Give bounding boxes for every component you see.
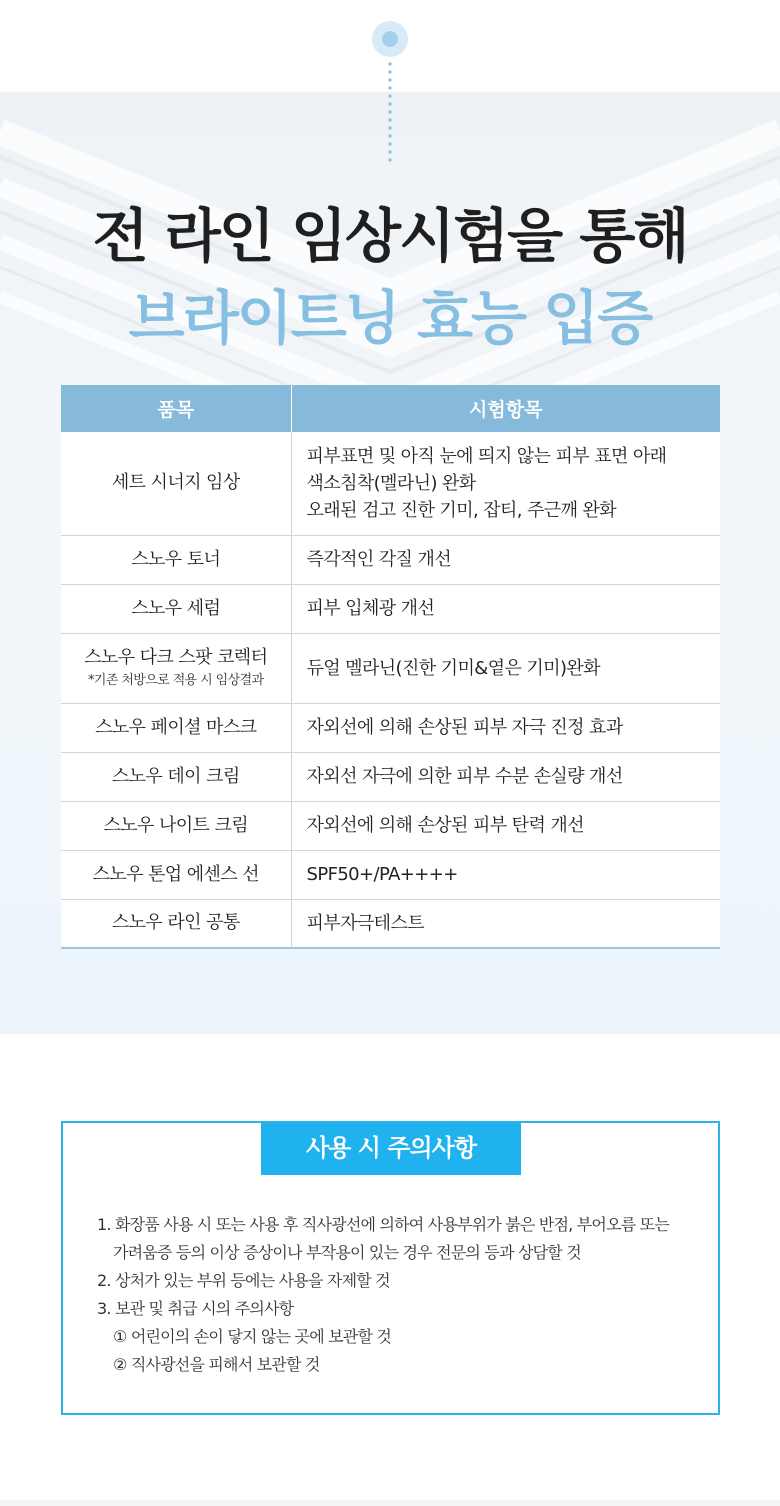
product-name: 스노우 톤업 에센스 선 [92, 863, 259, 885]
headline-line-1: 전 라인 임상시험을 통해 [92, 202, 688, 270]
table-row [61, 703, 720, 752]
test-items-cell [291, 584, 720, 633]
test-item: 색소침착(멜라닌) 완화 [306, 472, 476, 494]
table-row [61, 432, 720, 535]
caution-list [97, 1211, 707, 1379]
table-row [61, 535, 720, 584]
test-items-cell [291, 703, 720, 752]
product-name-cell [61, 584, 291, 633]
table-row [61, 584, 720, 633]
test-item: SPF50+/PA++++ [306, 864, 458, 885]
test-items-cell [291, 899, 720, 948]
product-name: 스노우 라인 공통 [111, 912, 240, 934]
product-note: *기존 처방으로 적용 시 임상결과 [88, 673, 264, 688]
caution-box [61, 1121, 720, 1415]
caution-line: 1. 화장품 사용 시 또는 사용 후 직사광선에 의하여 사용부위가 붉은 반점, 부어오름 또는 [97, 1215, 669, 1234]
table-row [61, 752, 720, 801]
clinical-test-table [61, 385, 720, 949]
product-name-cell [61, 850, 291, 899]
table-header-row [61, 385, 720, 432]
circle-marker-icon [372, 21, 408, 57]
product-name: 스노우 나이트 크림 [103, 814, 249, 836]
header-test-items: 시험항목 [291, 385, 720, 432]
caution-line: 3. 보관 및 취급 시의 주의사항 [97, 1299, 294, 1318]
test-items-cell [291, 850, 720, 899]
test-items-cell [291, 752, 720, 801]
caution-line: 가려움증 등의 이상 증상이나 부작용이 있는 경우 전문의 등과 상담할 것 [113, 1243, 581, 1262]
headline-line-2: 브라이트닝 효능 입증 [128, 284, 652, 352]
caution-line: ① 어린이의 손이 닿지 않는 곳에 보관할 것 [113, 1327, 392, 1346]
product-name: 스노우 세럼 [131, 597, 221, 619]
product-name: 세트 시너지 임상 [111, 472, 240, 494]
test-item: 즉각적인 각질 개선 [306, 549, 452, 570]
test-item: 자외선에 의해 손상된 피부 자극 진정 효과 [306, 717, 623, 738]
product-name-cell [61, 432, 291, 535]
table-row [61, 633, 720, 703]
test-item: 오래된 검고 진한 기미, 잡티, 주근깨 완화 [306, 499, 617, 521]
product-name-cell [61, 801, 291, 850]
caution-line: 2. 상처가 있는 부위 등에는 사용을 자제할 것 [97, 1271, 390, 1290]
test-item: 자외선 자극에 의한 피부 수분 손실량 개선 [306, 766, 623, 787]
test-item: 피부 입체광 개선 [306, 598, 435, 619]
product-name-cell [61, 633, 291, 703]
product-name: 스노우 토너 [131, 548, 221, 570]
test-item: 피부자극테스트 [306, 912, 425, 934]
table-row [61, 899, 720, 948]
product-name-cell [61, 535, 291, 584]
header-product: 품목 [61, 385, 291, 432]
test-items-cell [291, 432, 720, 535]
product-name-cell [61, 752, 291, 801]
test-items-cell [291, 535, 720, 584]
test-item: 자외선에 의해 손상된 피부 탄력 개선 [306, 815, 584, 836]
test-item: 피부표면 및 아직 눈에 띄지 않는 피부 표면 아래 [306, 445, 667, 467]
test-items-cell [291, 633, 720, 703]
test-item: 듀얼 멜라닌(진한 기미&옅은 기미)완화 [306, 657, 600, 679]
caution-line: ② 직사광선을 피해서 보관할 것 [113, 1355, 320, 1374]
table-row [61, 850, 720, 899]
product-name: 스노우 페이셜 마스크 [95, 716, 257, 738]
product-name-cell [61, 703, 291, 752]
product-name: 스노우 다크 스팟 코렉터 [84, 647, 268, 668]
test-items-cell [291, 801, 720, 850]
product-name-cell [61, 899, 291, 948]
bottom-divider [0, 1500, 780, 1506]
caution-title: 사용 시 주의사항 [261, 1123, 521, 1175]
dotted-connector-line [388, 60, 392, 166]
product-name: 스노우 데이 크림 [111, 765, 240, 787]
table-row [61, 801, 720, 850]
